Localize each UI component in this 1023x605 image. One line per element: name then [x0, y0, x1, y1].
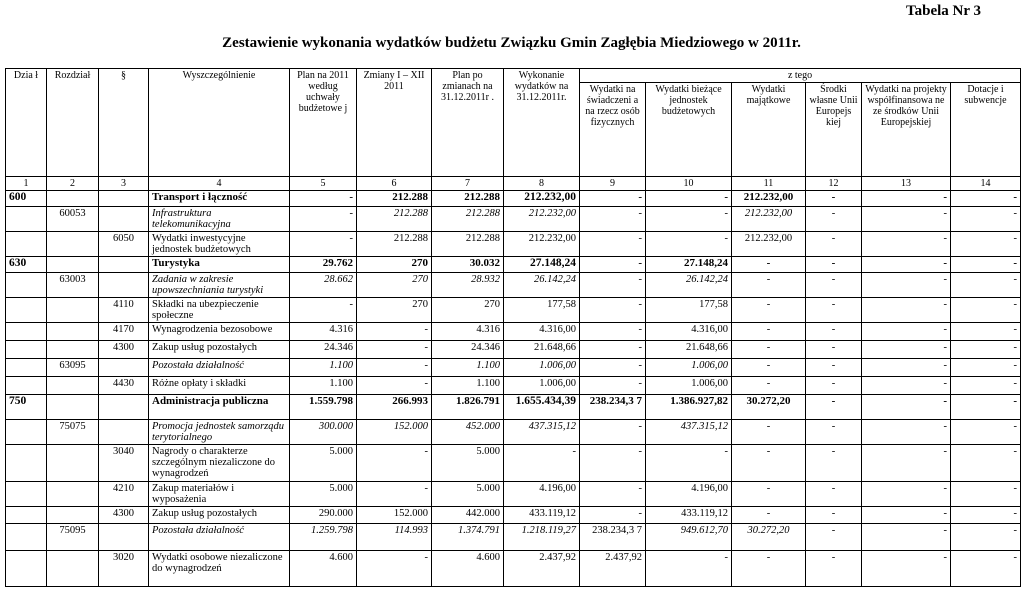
biezace-cell: 1.006,00	[646, 359, 732, 377]
projekty-ue-cell: -	[862, 395, 951, 420]
plan-cell: 28.662	[290, 273, 357, 298]
name-cell: Zakup usług pozostałych	[149, 341, 290, 359]
swiadczenia-cell: 238.234,3 7	[580, 395, 646, 420]
dzial-cell	[6, 445, 47, 482]
table-row	[6, 507, 1021, 524]
table-row	[6, 551, 1021, 587]
srodki-ue-cell: -	[806, 524, 862, 551]
dzial-cell: 600	[6, 191, 47, 207]
srodki-ue-cell: -	[806, 232, 862, 257]
dotacje-cell: -	[951, 551, 1021, 587]
plan-po-zmianach-cell: 1.100	[432, 359, 504, 377]
plan-po-zmianach-cell: 270	[432, 298, 504, 323]
biezace-cell: 177,58	[646, 298, 732, 323]
col-number: 13	[862, 177, 951, 191]
swiadczenia-cell: -	[580, 507, 646, 524]
name-cell: Administracja publiczna	[149, 395, 290, 420]
table-row	[6, 377, 1021, 395]
table-row	[6, 524, 1021, 551]
plan-cell: 290.000	[290, 507, 357, 524]
paragraf-cell	[99, 524, 149, 551]
biezace-cell: -	[646, 191, 732, 207]
rozdzial-cell	[47, 551, 99, 587]
rozdzial-cell: 63095	[47, 359, 99, 377]
plan-cell: 300.000	[290, 420, 357, 445]
wykonanie-cell: 4.316,00	[504, 323, 580, 341]
header-wykonanie: Wykonanie wydatków na 31.12.2011r.	[504, 69, 580, 177]
dotacje-cell: -	[951, 257, 1021, 273]
header-z-tego: z tego	[580, 69, 1021, 83]
dzial-cell: 750	[6, 395, 47, 420]
srodki-ue-cell: -	[806, 191, 862, 207]
srodki-ue-cell: -	[806, 273, 862, 298]
header-majatkowe: Wydatki majątkowe	[732, 83, 806, 177]
wykonanie-cell: 212.232,00	[504, 232, 580, 257]
name-cell: Pozostała działalność	[149, 524, 290, 551]
table-row	[6, 191, 1021, 207]
paragraf-cell: 4110	[99, 298, 149, 323]
srodki-ue-cell: -	[806, 482, 862, 507]
swiadczenia-cell: -	[580, 482, 646, 507]
zmiany-cell: -	[357, 377, 432, 395]
header-plan-uchwaly: Plan na 2011 według uchwały budżetowe j	[290, 69, 357, 177]
rozdzial-cell	[47, 341, 99, 359]
swiadczenia-cell: -	[580, 420, 646, 445]
name-cell: Wydatki osobowe niezaliczone do wynagrodzeń	[149, 551, 290, 587]
dotacje-cell: -	[951, 507, 1021, 524]
dotacje-cell: -	[951, 359, 1021, 377]
biezace-cell: -	[646, 445, 732, 482]
dotacje-cell: -	[951, 207, 1021, 232]
rozdzial-cell: 75095	[47, 524, 99, 551]
swiadczenia-cell: -	[580, 341, 646, 359]
majatkowe-cell: -	[732, 298, 806, 323]
zmiany-cell: 270	[357, 273, 432, 298]
paragraf-cell: 3020	[99, 551, 149, 587]
majatkowe-cell: -	[732, 507, 806, 524]
plan-cell: 1.259.798	[290, 524, 357, 551]
wykonanie-cell: 21.648,66	[504, 341, 580, 359]
rozdzial-cell	[47, 395, 99, 420]
rozdzial-cell	[47, 507, 99, 524]
majatkowe-cell: -	[732, 341, 806, 359]
srodki-ue-cell: -	[806, 445, 862, 482]
plan-po-zmianach-cell: 24.346	[432, 341, 504, 359]
plan-po-zmianach-cell: 5.000	[432, 445, 504, 482]
header-rozdzial: Rozdział	[47, 69, 99, 177]
srodki-ue-cell: -	[806, 341, 862, 359]
rozdzial-cell	[47, 323, 99, 341]
dzial-cell	[6, 273, 47, 298]
plan-cell: 4.600	[290, 551, 357, 587]
header-plan-po-zmianach: Plan po zmianach na 31.12.2011r .	[432, 69, 504, 177]
swiadczenia-cell: -	[580, 273, 646, 298]
paragraf-cell: 4430	[99, 377, 149, 395]
plan-cell: 4.316	[290, 323, 357, 341]
header-row	[6, 69, 1021, 83]
budget-table	[5, 68, 1021, 587]
swiadczenia-cell: -	[580, 377, 646, 395]
projekty-ue-cell: -	[862, 232, 951, 257]
col-number: 8	[504, 177, 580, 191]
majatkowe-cell: 30.272,20	[732, 524, 806, 551]
zmiany-cell: 152.000	[357, 420, 432, 445]
table-row	[6, 323, 1021, 341]
srodki-ue-cell: -	[806, 507, 862, 524]
biezace-cell: 4.316,00	[646, 323, 732, 341]
paragraf-cell	[99, 395, 149, 420]
col-number: 9	[580, 177, 646, 191]
rozdzial-cell: 75075	[47, 420, 99, 445]
swiadczenia-cell: -	[580, 232, 646, 257]
projekty-ue-cell: -	[862, 323, 951, 341]
wykonanie-cell: -	[504, 445, 580, 482]
wykonanie-cell: 1.218.119,27	[504, 524, 580, 551]
dotacje-cell: -	[951, 273, 1021, 298]
dzial-cell: 630	[6, 257, 47, 273]
projekty-ue-cell: -	[862, 273, 951, 298]
header-zmiany: Zmiany I – XII 2011	[357, 69, 432, 177]
col-number: 10	[646, 177, 732, 191]
col-number: 1	[6, 177, 47, 191]
paragraf-cell: 6050	[99, 232, 149, 257]
name-cell: Wynagrodzenia bezosobowe	[149, 323, 290, 341]
zmiany-cell: -	[357, 323, 432, 341]
paragraf-cell: 4170	[99, 323, 149, 341]
header-biezace: Wydatki bieżące jednostek budżetowych	[646, 83, 732, 177]
zmiany-cell: -	[357, 341, 432, 359]
rozdzial-cell	[47, 377, 99, 395]
biezace-cell: 27.148,24	[646, 257, 732, 273]
table-row	[6, 482, 1021, 507]
rozdzial-cell	[47, 232, 99, 257]
zmiany-cell: 266.993	[357, 395, 432, 420]
paragraf-cell	[99, 191, 149, 207]
col-number: 11	[732, 177, 806, 191]
majatkowe-cell: 212.232,00	[732, 191, 806, 207]
biezace-cell: 21.648,66	[646, 341, 732, 359]
paragraf-cell	[99, 257, 149, 273]
dzial-cell	[6, 482, 47, 507]
rozdzial-cell: 63003	[47, 273, 99, 298]
dzial-cell	[6, 323, 47, 341]
col-number: 3	[99, 177, 149, 191]
plan-po-zmianach-cell: 1.374.791	[432, 524, 504, 551]
plan-po-zmianach-cell: 212.288	[432, 191, 504, 207]
srodki-ue-cell: -	[806, 323, 862, 341]
wykonanie-cell: 2.437,92	[504, 551, 580, 587]
dotacje-cell: -	[951, 420, 1021, 445]
name-cell: Turystyka	[149, 257, 290, 273]
biezace-cell: -	[646, 232, 732, 257]
biezace-cell: -	[646, 551, 732, 587]
srodki-ue-cell: -	[806, 207, 862, 232]
paragraf-cell: 4210	[99, 482, 149, 507]
wykonanie-cell: 437.315,12	[504, 420, 580, 445]
biezace-cell: 1.006,00	[646, 377, 732, 395]
plan-cell: 1.100	[290, 359, 357, 377]
dzial-cell	[6, 551, 47, 587]
zmiany-cell: 212.288	[357, 232, 432, 257]
plan-po-zmianach-cell: 212.288	[432, 207, 504, 232]
dzial-cell	[6, 507, 47, 524]
paragraf-cell: 4300	[99, 341, 149, 359]
wykonanie-cell: 177,58	[504, 298, 580, 323]
paragraf-cell	[99, 359, 149, 377]
plan-cell: 24.346	[290, 341, 357, 359]
projekty-ue-cell: -	[862, 377, 951, 395]
name-cell: Wydatki inwestycyjne jednostek budżetowych	[149, 232, 290, 257]
dotacje-cell: -	[951, 191, 1021, 207]
plan-cell: -	[290, 191, 357, 207]
wykonanie-cell: 4.196,00	[504, 482, 580, 507]
swiadczenia-cell: 2.437,92	[580, 551, 646, 587]
plan-po-zmianach-cell: 452.000	[432, 420, 504, 445]
col-number: 2	[47, 177, 99, 191]
projekty-ue-cell: -	[862, 420, 951, 445]
dzial-cell	[6, 341, 47, 359]
paragraf-cell	[99, 207, 149, 232]
col-number: 12	[806, 177, 862, 191]
rozdzial-cell	[47, 298, 99, 323]
majatkowe-cell: -	[732, 273, 806, 298]
projekty-ue-cell: -	[862, 507, 951, 524]
rozdzial-cell	[47, 257, 99, 273]
dotacje-cell: -	[951, 323, 1021, 341]
projekty-ue-cell: -	[862, 298, 951, 323]
majatkowe-cell: -	[732, 482, 806, 507]
rozdzial-cell: 60053	[47, 207, 99, 232]
wykonanie-cell: 433.119,12	[504, 507, 580, 524]
srodki-ue-cell: -	[806, 420, 862, 445]
plan-cell: 5.000	[290, 445, 357, 482]
table-row	[6, 298, 1021, 323]
plan-cell: -	[290, 232, 357, 257]
majatkowe-cell: 212.232,00	[732, 232, 806, 257]
col-number: 5	[290, 177, 357, 191]
dotacje-cell: -	[951, 298, 1021, 323]
dzial-cell	[6, 207, 47, 232]
majatkowe-cell: -	[732, 359, 806, 377]
dzial-cell	[6, 298, 47, 323]
table-row	[6, 420, 1021, 445]
plan-cell: 1.100	[290, 377, 357, 395]
header-projekty-ue: Wydatki na projekty współfinansowa ne ze środków Unii Europejskiej	[862, 83, 951, 177]
plan-cell: -	[290, 207, 357, 232]
name-cell: Transport i łączność	[149, 191, 290, 207]
majatkowe-cell: 30.272,20	[732, 395, 806, 420]
col-number: 14	[951, 177, 1021, 191]
dotacje-cell: -	[951, 341, 1021, 359]
wykonanie-cell: 27.148,24	[504, 257, 580, 273]
name-cell: Nagrody o charakterze szczególnym niezaliczone do wynagrodzeń	[149, 445, 290, 482]
projekty-ue-cell: -	[862, 341, 951, 359]
name-cell: Promocja jednostek samorządu terytorialnego	[149, 420, 290, 445]
swiadczenia-cell: -	[580, 298, 646, 323]
name-cell: Pozostała działalność	[149, 359, 290, 377]
table-row	[6, 445, 1021, 482]
table-row	[6, 273, 1021, 298]
name-cell: Różne opłaty i składki	[149, 377, 290, 395]
majatkowe-cell: 212.232,00	[732, 207, 806, 232]
zmiany-cell: 270	[357, 298, 432, 323]
srodki-ue-cell: -	[806, 395, 862, 420]
dzial-cell	[6, 232, 47, 257]
paragraf-cell	[99, 420, 149, 445]
dotacje-cell: -	[951, 524, 1021, 551]
plan-po-zmianach-cell: 442.000	[432, 507, 504, 524]
projekty-ue-cell: -	[862, 445, 951, 482]
col-number: 7	[432, 177, 504, 191]
majatkowe-cell: -	[732, 420, 806, 445]
table-row	[6, 232, 1021, 257]
biezace-cell: 949.612,70	[646, 524, 732, 551]
projekty-ue-cell: -	[862, 551, 951, 587]
zmiany-cell: 152.000	[357, 507, 432, 524]
majatkowe-cell: -	[732, 257, 806, 273]
wykonanie-cell: 26.142,24	[504, 273, 580, 298]
plan-po-zmianach-cell: 28.932	[432, 273, 504, 298]
header-swiadczenia: Wydatki na świadczeni a na rzecz osób fizycznych	[580, 83, 646, 177]
plan-cell: -	[290, 298, 357, 323]
zmiany-cell: 270	[357, 257, 432, 273]
zmiany-cell: -	[357, 482, 432, 507]
majatkowe-cell: -	[732, 551, 806, 587]
name-cell: Zadania w zakresie upowszechniania turystyki	[149, 273, 290, 298]
header-paragraf: §	[99, 69, 149, 177]
zmiany-cell: 114.993	[357, 524, 432, 551]
name-cell: Składki na ubezpieczenie społeczne	[149, 298, 290, 323]
zmiany-cell: -	[357, 445, 432, 482]
majatkowe-cell: -	[732, 377, 806, 395]
dotacje-cell: -	[951, 482, 1021, 507]
wykonanie-cell: 1.006,00	[504, 377, 580, 395]
dzial-cell	[6, 420, 47, 445]
srodki-ue-cell: -	[806, 551, 862, 587]
table-body	[6, 191, 1021, 587]
column-number-row	[6, 177, 1021, 191]
plan-po-zmianach-cell: 30.032	[432, 257, 504, 273]
biezace-cell: 437.315,12	[646, 420, 732, 445]
plan-po-zmianach-cell: 212.288	[432, 232, 504, 257]
table-row	[6, 341, 1021, 359]
dzial-cell	[6, 524, 47, 551]
header-srodki-ue: Środki własne Unii Europejs kiej	[806, 83, 862, 177]
paragraf-cell	[99, 273, 149, 298]
swiadczenia-cell: -	[580, 445, 646, 482]
paragraf-cell: 3040	[99, 445, 149, 482]
name-cell: Infrastruktura telekomunikacyjna	[149, 207, 290, 232]
table-row	[6, 257, 1021, 273]
swiadczenia-cell: -	[580, 207, 646, 232]
swiadczenia-cell: -	[580, 323, 646, 341]
col-number: 6	[357, 177, 432, 191]
wykonanie-cell: 1.006,00	[504, 359, 580, 377]
plan-po-zmianach-cell: 4.316	[432, 323, 504, 341]
biezace-cell: -	[646, 207, 732, 232]
rozdzial-cell	[47, 482, 99, 507]
dotacje-cell: -	[951, 445, 1021, 482]
wykonanie-cell: 212.232,00	[504, 191, 580, 207]
name-cell: Zakup usług pozostałych	[149, 507, 290, 524]
zmiany-cell: 212.288	[357, 207, 432, 232]
swiadczenia-cell: -	[580, 191, 646, 207]
srodki-ue-cell: -	[806, 257, 862, 273]
plan-cell: 29.762	[290, 257, 357, 273]
majatkowe-cell: -	[732, 445, 806, 482]
table-row	[6, 207, 1021, 232]
wykonanie-cell: 1.655.434,39	[504, 395, 580, 420]
header-dotacje: Dotacje i subwencje	[951, 83, 1021, 177]
projekty-ue-cell: -	[862, 191, 951, 207]
col-number: 4	[149, 177, 290, 191]
plan-po-zmianach-cell: 1.100	[432, 377, 504, 395]
rozdzial-cell	[47, 191, 99, 207]
document-title: Zestawienie wykonania wydatków budżetu Związku Gmin Zagłębia Miedziowego w 2011r.	[222, 35, 801, 51]
plan-po-zmianach-cell: 1.826.791	[432, 395, 504, 420]
zmiany-cell: 212.288	[357, 191, 432, 207]
dotacje-cell: -	[951, 395, 1021, 420]
swiadczenia-cell: 238.234,3 7	[580, 524, 646, 551]
table-row	[6, 395, 1021, 420]
zmiany-cell: -	[357, 359, 432, 377]
swiadczenia-cell: -	[580, 359, 646, 377]
header-dzial: Dzia ł	[6, 69, 47, 177]
biezace-cell: 433.119,12	[646, 507, 732, 524]
biezace-cell: 26.142,24	[646, 273, 732, 298]
biezace-cell: 1.386.927,82	[646, 395, 732, 420]
dzial-cell	[6, 377, 47, 395]
srodki-ue-cell: -	[806, 298, 862, 323]
zmiany-cell: -	[357, 551, 432, 587]
table-row	[6, 359, 1021, 377]
name-cell: Zakup materiałów i wyposażenia	[149, 482, 290, 507]
srodki-ue-cell: -	[806, 377, 862, 395]
dzial-cell	[6, 359, 47, 377]
projekty-ue-cell: -	[862, 207, 951, 232]
rozdzial-cell	[47, 445, 99, 482]
projekty-ue-cell: -	[862, 524, 951, 551]
dotacje-cell: -	[951, 232, 1021, 257]
plan-cell: 1.559.798	[290, 395, 357, 420]
srodki-ue-cell: -	[806, 359, 862, 377]
majatkowe-cell: -	[732, 323, 806, 341]
table-number: Tabela Nr 3	[905, 3, 981, 19]
dotacje-cell: -	[951, 377, 1021, 395]
swiadczenia-cell: -	[580, 257, 646, 273]
paragraf-cell: 4300	[99, 507, 149, 524]
wykonanie-cell: 212.232,00	[504, 207, 580, 232]
projekty-ue-cell: -	[862, 257, 951, 273]
projekty-ue-cell: -	[862, 482, 951, 507]
plan-cell: 5.000	[290, 482, 357, 507]
plan-po-zmianach-cell: 5.000	[432, 482, 504, 507]
plan-po-zmianach-cell: 4.600	[432, 551, 504, 587]
projekty-ue-cell: -	[862, 359, 951, 377]
biezace-cell: 4.196,00	[646, 482, 732, 507]
header-wyszczegolnienie: Wyszczególnienie	[149, 69, 290, 177]
